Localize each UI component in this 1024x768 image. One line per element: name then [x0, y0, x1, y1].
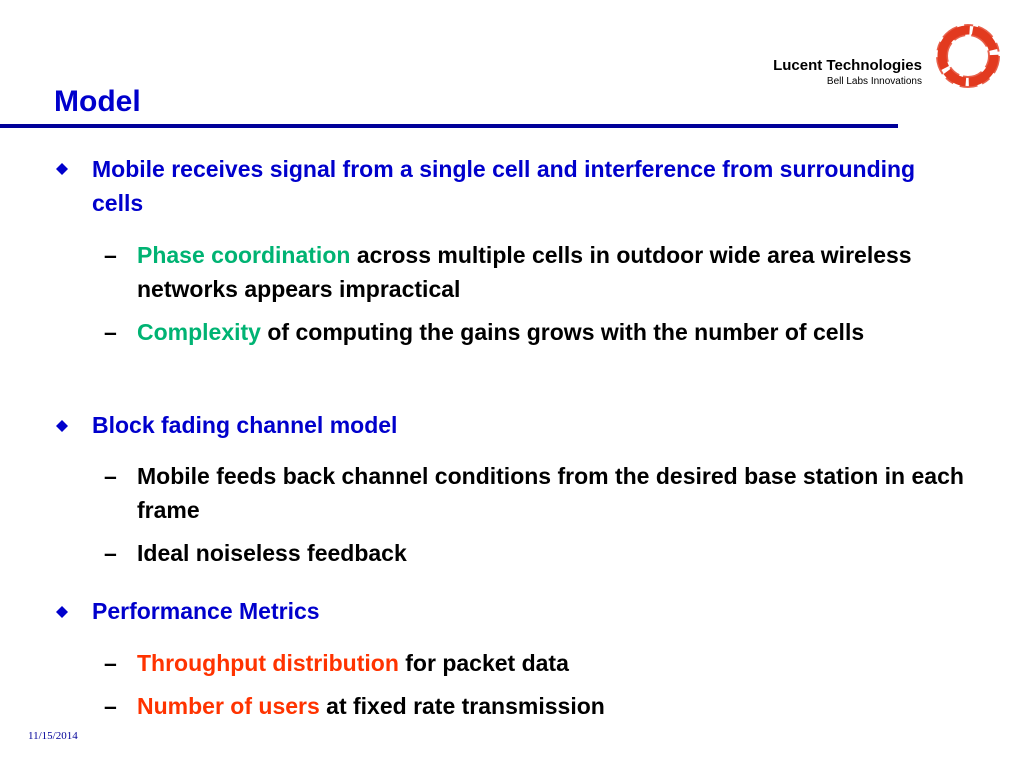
- diamond-bullet-icon: [56, 163, 68, 175]
- bullet-item: Block fading channel model: [92, 412, 398, 438]
- dash-marker: –: [104, 693, 117, 719]
- sub-bullet-item: Mobile feeds back channel conditions from the desired base station in each frame: [137, 463, 964, 523]
- lucent-ring-icon: [934, 22, 1002, 90]
- diamond-bullet-icon: [56, 420, 68, 432]
- dash-marker: –: [104, 319, 117, 345]
- dash-marker: –: [104, 540, 117, 566]
- highlight-term: Number of users: [137, 693, 320, 719]
- sub-bullet-item: [137, 646, 967, 680]
- title-divider: [0, 124, 898, 128]
- slide-title: Model: [54, 85, 141, 118]
- sub-bullet-text: of computing the gains grows with the number of cells: [260, 319, 865, 345]
- sub-bullet-text: at fixed rate transmission: [319, 693, 605, 719]
- footer-date: 11/15/2014: [28, 730, 78, 742]
- highlight-term: Complexity: [137, 319, 261, 345]
- logo-company-name: Lucent Technologies: [773, 57, 922, 74]
- bullet-item: Performance Metrics: [92, 598, 320, 624]
- highlight-term: Throughput distribution: [137, 650, 399, 676]
- dash-marker: –: [104, 463, 117, 489]
- dash-marker: –: [104, 650, 117, 676]
- dash-marker: –: [104, 242, 117, 268]
- bullet-item: Mobile receives signal from a single cell and interference from surrounding cells: [92, 156, 916, 216]
- sub-bullet-text: for packet data: [398, 650, 569, 676]
- highlight-term: Phase coordination: [137, 242, 351, 268]
- diamond-bullet-icon: [56, 606, 68, 618]
- sub-bullet-item: [137, 689, 967, 723]
- sub-bullet-item: [137, 315, 967, 349]
- logo-tagline: Bell Labs Innovations: [826, 76, 922, 87]
- sub-bullet-item: Ideal noiseless feedback: [137, 540, 407, 566]
- sub-bullet-text: across multiple cells in outdoor wide area wireless networks appears impractical: [137, 242, 912, 302]
- sub-bullet-item: [137, 238, 967, 306]
- company-logo: [764, 20, 1004, 100]
